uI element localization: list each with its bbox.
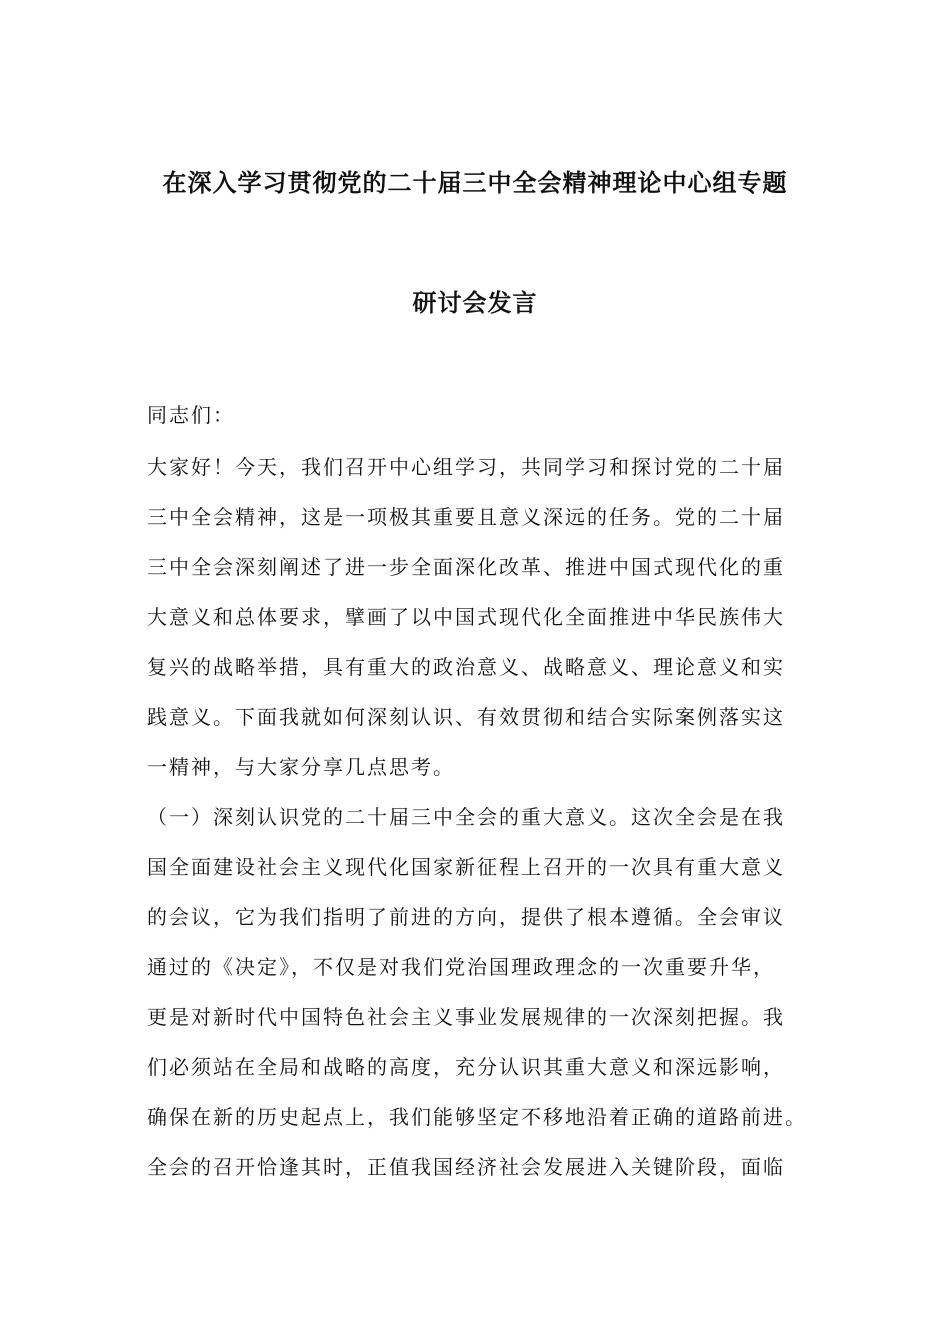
body-line: （一）深刻认识党的二十届三中全会的重大意义。这次全会是在我 — [147, 805, 785, 829]
body-line: 的会议，它为我们指明了前进的方向，提供了根本遵循。全会审议 — [147, 905, 785, 929]
body-line: 一精神，与大家分享几点思考。 — [147, 755, 455, 779]
body-line: 确保在新的历史起点上，我们能够坚定不移地沿着正确的道路前进。 — [147, 1105, 807, 1129]
body-line: 三中全会精神，这是一项极其重要且意义深远的任务。党的二十届 — [147, 505, 785, 529]
document-title-line-1: 在深入学习贯彻党的二十届三中全会精神理论中心组专题 — [162, 168, 788, 197]
body-line: 国全面建设社会主义现代化国家新征程上召开的一次具有重大意义 — [147, 855, 785, 879]
body-line: 三中全会深刻阐述了进一步全面深化改革、推进中国式现代化的重 — [147, 555, 785, 579]
document-title-line-2: 研讨会发言 — [412, 288, 538, 317]
body-line: 们必须站在全局和战略的高度，充分认识其重大意义和深远影响， — [147, 1055, 785, 1079]
salutation: 同志们： — [147, 403, 235, 427]
body-line: 全会的召开恰逢其时，正值我国经济社会发展进入关键阶段，面临 — [147, 1155, 785, 1179]
body-line: 通过的《决定》，不仅是对我们党治国理政理念的一次重要升华， — [147, 955, 775, 979]
body-line: 大意义和总体要求，擘画了以中国式现代化全面推进中华民族伟大 — [147, 605, 785, 629]
body-line: 大家好！今天，我们召开中心组学习，共同学习和探讨党的二十届 — [147, 455, 785, 479]
body-line: 践意义。下面我就如何深刻认识、有效贯彻和结合实际案例落实这 — [147, 705, 785, 729]
body-line: 更是对新时代中国特色社会主义事业发展规律的一次深刻把握。我 — [147, 1005, 785, 1029]
body-line: 复兴的战略举措，具有重大的政治意义、战略意义、理论意义和实 — [147, 655, 785, 679]
